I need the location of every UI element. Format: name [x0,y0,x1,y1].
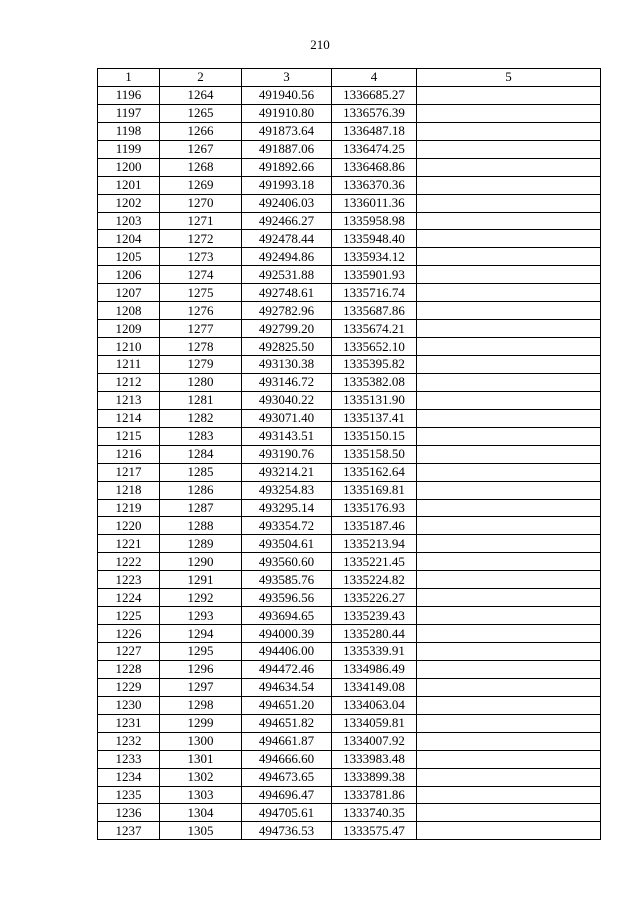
table-cell-col-1: 1228 [98,660,160,678]
table-cell-col-4: 1335687.86 [332,302,417,320]
table-cell-col-4: 1333740.35 [332,804,417,822]
table-cell-col-5 [417,463,601,481]
table-cell-col-4: 1336576.39 [332,104,417,122]
table-cell-col-3: 492782.96 [242,302,332,320]
table-cell-col-4: 1335150.15 [332,427,417,445]
table-row [98,158,601,176]
table-cell-col-5 [417,194,601,212]
table-cell-col-1: 1210 [98,338,160,356]
table-cell-col-3: 494406.00 [242,643,332,661]
table-cell-col-3: 494661.87 [242,732,332,750]
table-cell-col-4: 1335213.94 [332,535,417,553]
table-cell-col-1: 1216 [98,445,160,463]
table-cell-col-1: 1202 [98,194,160,212]
table-cell-col-1: 1221 [98,535,160,553]
table-row [98,176,601,194]
table-cell-col-2: 1264 [160,86,242,104]
table-cell-col-1: 1201 [98,176,160,194]
table-row [98,750,601,768]
table-cell-col-5 [417,158,601,176]
table-cell-col-3: 494696.47 [242,786,332,804]
table-cell-col-1: 1219 [98,499,160,517]
table-cell-col-2: 1304 [160,804,242,822]
table-cell-col-2: 1265 [160,104,242,122]
table-cell-col-3: 492494.86 [242,248,332,266]
table-cell-col-2: 1288 [160,517,242,535]
table-row [98,445,601,463]
table-row [98,248,601,266]
table-cell-col-2: 1291 [160,571,242,589]
table-cell-col-1: 1198 [98,122,160,140]
table-cell-col-1: 1226 [98,625,160,643]
table-cell-col-1: 1220 [98,517,160,535]
table-cell-col-5 [417,338,601,356]
table-row [98,427,601,445]
table-row [98,678,601,696]
table-cell-col-1: 1230 [98,696,160,714]
table-cell-col-4: 1334149.08 [332,678,417,696]
table-cell-col-1: 1214 [98,409,160,427]
table-cell-col-2: 1279 [160,356,242,374]
table-row [98,356,601,374]
table-cell-col-2: 1301 [160,750,242,768]
table-cell-col-3: 493190.76 [242,445,332,463]
table-row [98,804,601,822]
table-cell-col-4: 1335187.46 [332,517,417,535]
table-cell-col-1: 1225 [98,607,160,625]
table-row [98,122,601,140]
table-cell-col-3: 494000.39 [242,625,332,643]
table-cell-col-3: 491873.64 [242,122,332,140]
table-cell-col-5 [417,140,601,158]
table-cell-col-2: 1268 [160,158,242,176]
table-cell-col-4: 1335958.98 [332,212,417,230]
table-cell-col-3: 492748.61 [242,284,332,302]
table-cell-col-4: 1335131.90 [332,391,417,409]
table-cell-col-1: 1229 [98,678,160,696]
table-cell-col-5 [417,571,601,589]
table-cell-col-2: 1290 [160,553,242,571]
table-cell-col-5 [417,553,601,571]
table-cell-col-4: 1336474.25 [332,140,417,158]
table-cell-col-5 [417,481,601,499]
table-cell-col-5 [417,589,601,607]
table-cell-col-5 [417,660,601,678]
table-row [98,481,601,499]
table-cell-col-4: 1333983.48 [332,750,417,768]
table-cell-col-3: 492478.44 [242,230,332,248]
table-cell-col-2: 1294 [160,625,242,643]
table-cell-col-1: 1207 [98,284,160,302]
table-cell-col-4: 1333781.86 [332,786,417,804]
table-cell-col-3: 493504.61 [242,535,332,553]
table-cell-col-2: 1281 [160,391,242,409]
table-cell-col-1: 1232 [98,732,160,750]
table-cell-col-1: 1233 [98,750,160,768]
table-cell-col-4: 1335137.41 [332,409,417,427]
table-row [98,338,601,356]
table-cell-col-2: 1289 [160,535,242,553]
table-cell-col-2: 1272 [160,230,242,248]
table-cell-col-4: 1335280.44 [332,625,417,643]
page-number: 210 [310,37,330,52]
table-cell-col-4: 1336370.36 [332,176,417,194]
table-row [98,140,601,158]
table-cell-col-2: 1274 [160,266,242,284]
table-row [98,86,601,104]
table-cell-col-3: 491910.80 [242,104,332,122]
table-cell-col-5 [417,750,601,768]
table-cell-col-2: 1266 [160,122,242,140]
table-cell-col-5 [417,822,601,840]
table-cell-col-5 [417,517,601,535]
table-cell-col-2: 1285 [160,463,242,481]
table-row [98,535,601,553]
table-row [98,266,601,284]
table-cell-col-4: 1335169.81 [332,481,417,499]
table-cell-col-4: 1335716.74 [332,284,417,302]
table-row [98,696,601,714]
table-cell-col-5 [417,391,601,409]
table-row [98,643,601,661]
table-cell-col-3: 493295.14 [242,499,332,517]
table-cell-col-2: 1283 [160,427,242,445]
table-cell-col-5 [417,786,601,804]
table-cell-col-1: 1197 [98,104,160,122]
table-cell-col-4: 1335339.91 [332,643,417,661]
table-cell-col-5 [417,266,601,284]
table-row [98,373,601,391]
table-cell-col-3: 494736.53 [242,822,332,840]
table-row [98,714,601,732]
table-cell-col-5 [417,248,601,266]
table-cell-col-4: 1336487.18 [332,122,417,140]
table-cell-col-3: 493694.65 [242,607,332,625]
table-row [98,660,601,678]
table-cell-col-4: 1334007.92 [332,732,417,750]
table-cell-col-3: 492531.88 [242,266,332,284]
table-cell-col-1: 1212 [98,373,160,391]
table-cell-col-2: 1267 [160,140,242,158]
table-row [98,194,601,212]
table-cell-col-3: 493143.51 [242,427,332,445]
table-cell-col-1: 1215 [98,427,160,445]
table-cell-col-4: 1334059.81 [332,714,417,732]
table-cell-col-3: 491887.06 [242,140,332,158]
table-row [98,589,601,607]
table-cell-col-5 [417,409,601,427]
table-row [98,786,601,804]
table-cell-col-5 [417,284,601,302]
table-cell-col-3: 494634.54 [242,678,332,696]
table-cell-col-4: 1335224.82 [332,571,417,589]
table-cell-col-1: 1234 [98,768,160,786]
column-header-5: 5 [417,69,601,87]
table-cell-col-5 [417,320,601,338]
table-cell-col-5 [417,230,601,248]
table-cell-col-3: 494673.65 [242,768,332,786]
table-cell-col-2: 1278 [160,338,242,356]
table-cell-col-2: 1284 [160,445,242,463]
table-cell-col-2: 1297 [160,678,242,696]
table-cell-col-3: 493130.38 [242,356,332,374]
table-cell-col-3: 493254.83 [242,481,332,499]
table-cell-col-1: 1224 [98,589,160,607]
table-row [98,409,601,427]
table-cell-col-3: 492799.20 [242,320,332,338]
table-cell-col-2: 1296 [160,660,242,678]
table-cell-col-1: 1218 [98,481,160,499]
table-cell-col-4: 1333899.38 [332,768,417,786]
table-cell-col-4: 1335652.10 [332,338,417,356]
table-cell-col-5 [417,176,601,194]
table-cell-col-4: 1335162.64 [332,463,417,481]
table-row [98,212,601,230]
table-cell-col-3: 494666.60 [242,750,332,768]
table-cell-col-1: 1236 [98,804,160,822]
table-cell-col-1: 1205 [98,248,160,266]
table-cell-col-4: 1335674.21 [332,320,417,338]
table-cell-col-2: 1305 [160,822,242,840]
table-cell-col-1: 1235 [98,786,160,804]
table-cell-col-1: 1211 [98,356,160,374]
column-header-1: 1 [98,69,160,87]
table-cell-col-2: 1276 [160,302,242,320]
table-cell-col-3: 493071.40 [242,409,332,427]
table-cell-col-2: 1286 [160,481,242,499]
table-row [98,284,601,302]
table-cell-col-3: 493596.56 [242,589,332,607]
table-cell-col-5 [417,302,601,320]
table-cell-col-5 [417,104,601,122]
table-row [98,625,601,643]
table-cell-col-3: 493146.72 [242,373,332,391]
table-cell-col-2: 1292 [160,589,242,607]
table-cell-col-5 [417,625,601,643]
table-cell-col-3: 491993.18 [242,176,332,194]
table-cell-col-1: 1199 [98,140,160,158]
table-cell-col-1: 1209 [98,320,160,338]
table-cell-col-4: 1335176.93 [332,499,417,517]
table-row [98,320,601,338]
table-cell-col-5 [417,373,601,391]
table-cell-col-3: 492825.50 [242,338,332,356]
table-cell-col-2: 1275 [160,284,242,302]
table-cell-col-3: 493354.72 [242,517,332,535]
table-cell-col-1: 1231 [98,714,160,732]
table-cell-col-1: 1196 [98,86,160,104]
table-cell-col-3: 494472.46 [242,660,332,678]
coordinates-table [97,68,601,840]
table-cell-col-1: 1213 [98,391,160,409]
table-cell-col-2: 1282 [160,409,242,427]
table-cell-col-3: 494705.61 [242,804,332,822]
table-cell-col-2: 1295 [160,643,242,661]
table-cell-col-2: 1300 [160,732,242,750]
column-header-4: 4 [332,69,417,87]
table-cell-col-5 [417,696,601,714]
table-cell-col-1: 1200 [98,158,160,176]
table-row [98,391,601,409]
table-row [98,517,601,535]
table-cell-col-4: 1334063.04 [332,696,417,714]
table-cell-col-4: 1335221.45 [332,553,417,571]
table-cell-col-3: 493214.21 [242,463,332,481]
table-header-row [98,69,601,87]
table-cell-col-4: 1335395.82 [332,356,417,374]
table-cell-col-2: 1293 [160,607,242,625]
table-row [98,553,601,571]
table-cell-col-2: 1273 [160,248,242,266]
table-cell-col-5 [417,445,601,463]
table-cell-col-5 [417,643,601,661]
table-body [98,86,601,839]
column-header-3: 3 [242,69,332,87]
table-cell-col-2: 1302 [160,768,242,786]
table-cell-col-3: 494651.20 [242,696,332,714]
table-row [98,607,601,625]
table-cell-col-4: 1335948.40 [332,230,417,248]
table-cell-col-1: 1204 [98,230,160,248]
table-cell-col-4: 1336685.27 [332,86,417,104]
table-cell-col-2: 1271 [160,212,242,230]
table-cell-col-5 [417,732,601,750]
table-cell-col-3: 492406.03 [242,194,332,212]
table-cell-col-3: 493040.22 [242,391,332,409]
table-cell-col-4: 1333575.47 [332,822,417,840]
table-cell-col-2: 1299 [160,714,242,732]
table-cell-col-4: 1335226.27 [332,589,417,607]
table-row [98,499,601,517]
table-cell-col-4: 1334986.49 [332,660,417,678]
table-cell-col-3: 493585.76 [242,571,332,589]
table-cell-col-5 [417,768,601,786]
table-cell-col-2: 1269 [160,176,242,194]
table-cell-col-3: 491940.56 [242,86,332,104]
table-header [98,69,601,87]
table-row [98,302,601,320]
table-cell-col-5 [417,499,601,517]
table-cell-col-1: 1222 [98,553,160,571]
column-header-2: 2 [160,69,242,87]
table-cell-col-1: 1217 [98,463,160,481]
table-cell-col-4: 1335934.12 [332,248,417,266]
table-cell-col-1: 1206 [98,266,160,284]
table-cell-col-5 [417,804,601,822]
table-row [98,230,601,248]
table-cell-col-2: 1298 [160,696,242,714]
table-row [98,104,601,122]
table-cell-col-4: 1335901.93 [332,266,417,284]
table-cell-col-2: 1287 [160,499,242,517]
table-cell-col-4: 1335239.43 [332,607,417,625]
table-cell-col-4: 1336468.86 [332,158,417,176]
table-cell-col-4: 1336011.36 [332,194,417,212]
table-cell-col-3: 492466.27 [242,212,332,230]
table-row [98,768,601,786]
table-row [98,571,601,589]
table-cell-col-5 [417,86,601,104]
table-row [98,463,601,481]
table-cell-col-1: 1237 [98,822,160,840]
table-cell-col-5 [417,122,601,140]
table-cell-col-3: 494651.82 [242,714,332,732]
table-row [98,732,601,750]
table-cell-col-3: 493560.60 [242,553,332,571]
table-cell-col-5 [417,607,601,625]
table-cell-col-2: 1303 [160,786,242,804]
table-cell-col-5 [417,535,601,553]
table-cell-col-3: 491892.66 [242,158,332,176]
table-cell-col-2: 1280 [160,373,242,391]
table-cell-col-5 [417,212,601,230]
table-cell-col-2: 1277 [160,320,242,338]
table-cell-col-1: 1227 [98,643,160,661]
table-cell-col-4: 1335382.08 [332,373,417,391]
table-cell-col-5 [417,678,601,696]
table-cell-col-5 [417,714,601,732]
table-cell-col-5 [417,427,601,445]
table-cell-col-5 [417,356,601,374]
table-cell-col-2: 1270 [160,194,242,212]
table-cell-col-1: 1203 [98,212,160,230]
table-row [98,822,601,840]
table-cell-col-1: 1208 [98,302,160,320]
table-cell-col-4: 1335158.50 [332,445,417,463]
table-cell-col-1: 1223 [98,571,160,589]
